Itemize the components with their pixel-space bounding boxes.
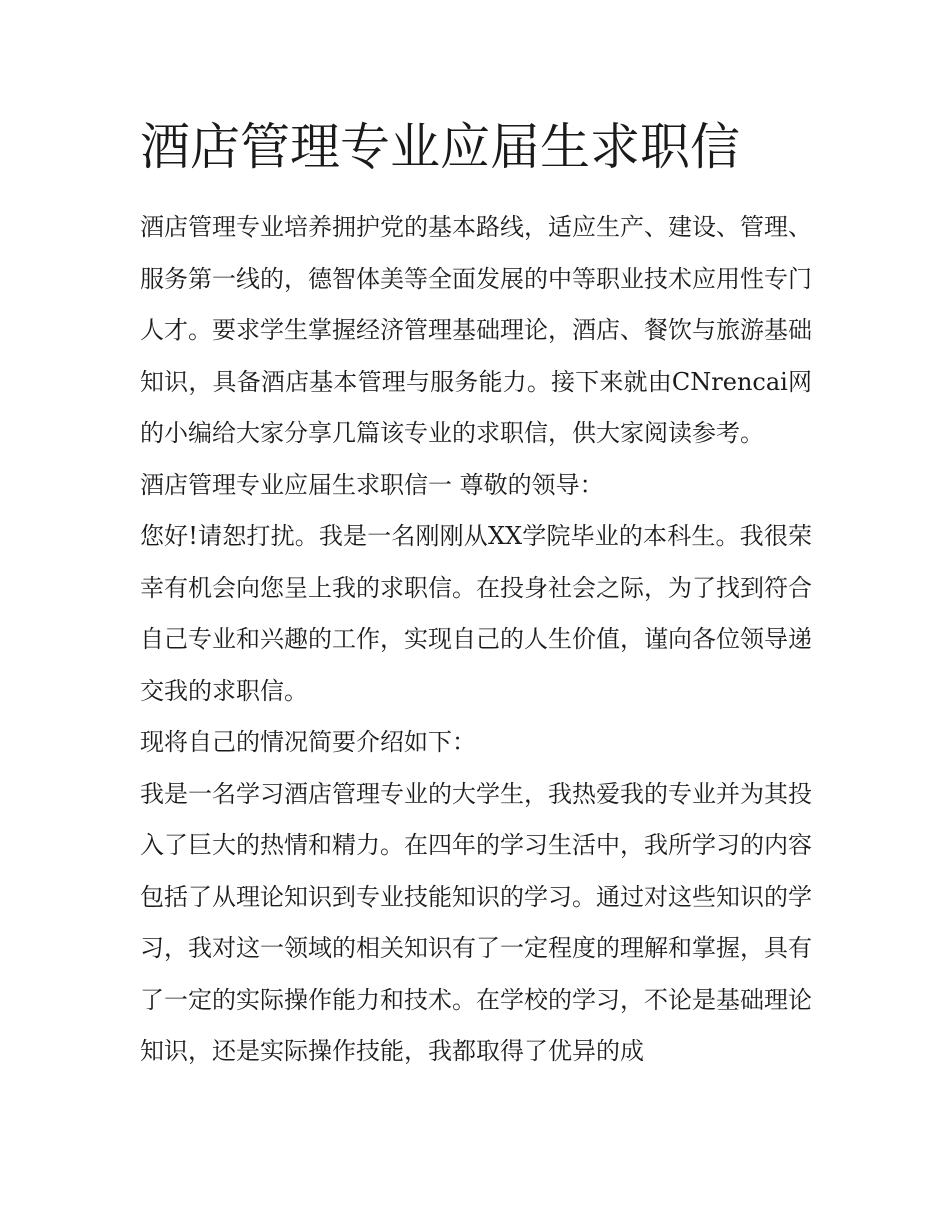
document-page — [140, 112, 812, 1078]
paragraph-intro: 酒店管理专业培养拥护党的基本路线，适应生产、建设、管理、服务第一线的，德智体美等全面发展的中等职业技术应用性专门人才。要求学生掌握经济管理基础理论，酒店、餐饮与旅游基础知识，具备酒店基本管理与服务能力。接下来就由CNrencai网的小编给大家分享几篇该专业的求职信，供大家阅读参考。 — [140, 213, 812, 447]
paragraph-letter-heading: 酒店管理专业应届生求职信一 尊敬的领导： — [140, 470, 604, 499]
document-title: 酒店管理专业应届生求职信 — [140, 118, 740, 176]
paragraph-self-description: 我是一名学习酒店管理专业的大学生，我热爱我的专业并为其投入了巨大的热情和精力。在四年的学习生活中，我所学习的内容包括了从理论知识到专业技能知识的学习。通过对这些知识的学习，我对这一领域的相关知识有了一定程度的理解和掌握，具有了一定的实际操作能力和技术。在学校的学习，不论是基础理论知识，还是实际操作技能，我都取得了优异的成 — [140, 779, 812, 1065]
paragraph-greeting: 您好!请恕打扰。我是一名刚刚从XX学院毕业的本科生。我很荣幸有机会向您呈上我的求职信。在投身社会之际，为了找到符合自己专业和兴趣的工作，实现自己的人生价值，谨向各位领导递交我的求职信。 — [140, 522, 812, 705]
document-body — [140, 202, 812, 1078]
paragraph-introduction-line: 现将自己的情况简要介绍如下： — [140, 728, 476, 756]
